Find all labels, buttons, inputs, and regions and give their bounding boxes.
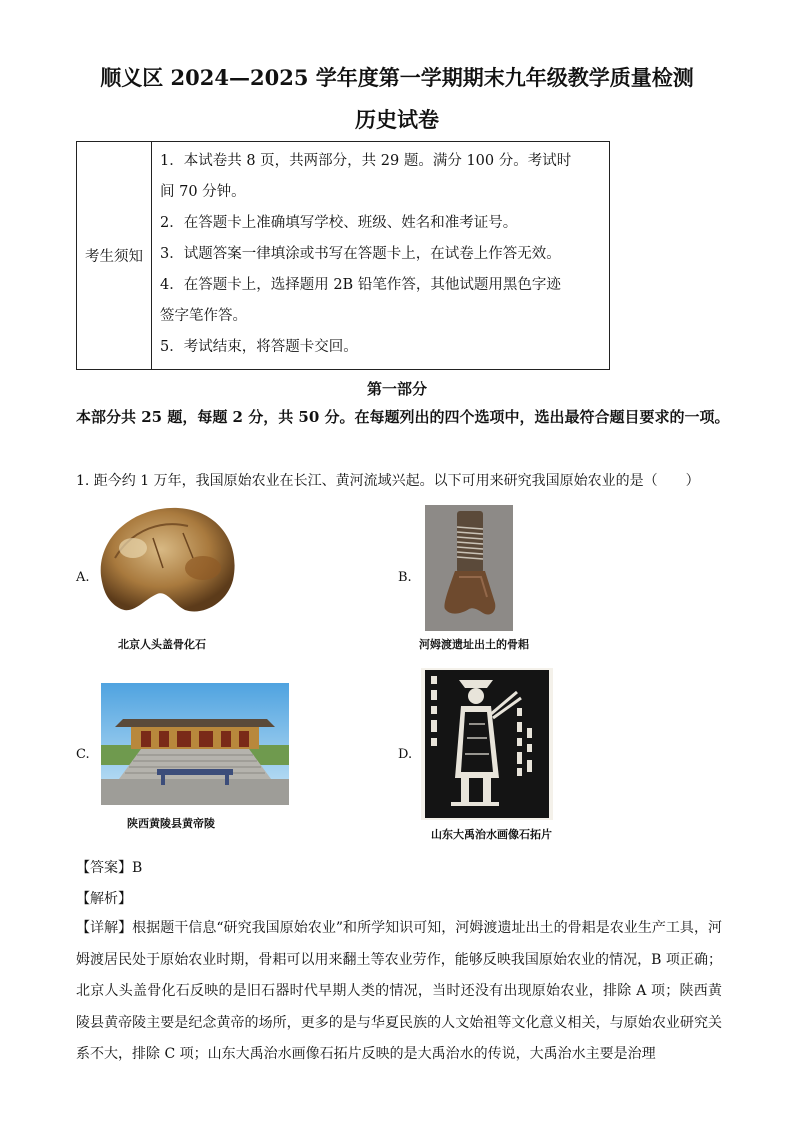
detail-explanation: 【详解】根据题干信息“研究我国原始农业”和所学知识可知，河姆渡遗址出土的骨耜是农业生产工具，河姆渡居民处于原始农业时期，骨耜可以用来翻土等农业劳作，能够反映我国原始农业的情况，B 项正确；北京人头盖骨化石反映的是旧石器时代早期人类的情况，当时还没有出现原始农业，排除 A 项；陕西黄陵县黄帝陵主要是纪念黄帝的场所，更多的是与华夏民族的人文始祖等文化意义相关，与原始农业研究关系不大，排除 C 项；山东大禹治水画像石拓片反映的是大禹治水的传说，大禹治水主要是治理 <box>76 920 722 1062</box>
notice-item: 1．本试卷共 8 页，共两部分，共 29 题。满分 100 分。考试时 <box>160 153 572 169</box>
notice-table <box>76 141 610 370</box>
notice-item: 间 70 分钟。 <box>160 184 246 200</box>
option-c-letter: C. <box>76 747 90 762</box>
option-a-letter: A. <box>76 570 90 585</box>
part-intro: 本部分共 25 题，每题 2 分，共 50 分。在每题列出的四个选项中，选出最符合题目要求的一项。 <box>76 408 730 426</box>
exam-title: 顺义区 2024—2025 学年度第一学期期末九年级教学质量检测 <box>100 65 694 90</box>
answer-label: 【答案】B <box>76 860 143 876</box>
question-stem: 1. 距今约 1 万年，我国原始农业在长江、黄河流域兴起。以下可用来研究我国原始农业的是（ ） <box>76 473 700 489</box>
exam-subtitle: 历史试卷 <box>355 107 439 132</box>
notice-item: 4．在答题卡上，选择题用 2B 铅笔作答，其他试题用黑色字迹 <box>160 277 561 293</box>
option-b-letter: B. <box>398 570 412 585</box>
huangdi-mausoleum-image <box>101 683 289 805</box>
option-d-caption: 山东大禹治水画像石拓片 <box>431 828 552 841</box>
part-heading: 第一部分 <box>366 380 427 398</box>
dayu-rubbing-image <box>421 668 553 820</box>
notice-items <box>152 142 610 370</box>
notice-item: 5．考试结束，将答题卡交回。 <box>160 339 358 355</box>
skull-fossil-image <box>93 498 243 623</box>
notice-label: 考生须知 <box>77 142 152 370</box>
notice-item: 签字笔作答。 <box>160 308 247 324</box>
analysis-heading: 【解析】 <box>76 891 132 907</box>
option-b-caption: 河姆渡遗址出土的骨耜 <box>419 638 529 651</box>
notice-item: 3．试题答案一律填涂或书写在答题卡上，在试卷上作答无效。 <box>160 246 561 262</box>
option-d-letter: D. <box>398 747 413 762</box>
option-a-caption: 北京人头盖骨化石 <box>118 638 206 651</box>
option-c-caption: 陕西黄陵县黄帝陵 <box>127 817 215 830</box>
notice-item: 2．在答题卡上准确填写学校、班级、姓名和准考证号。 <box>160 215 518 231</box>
bone-spade-image <box>425 505 513 631</box>
